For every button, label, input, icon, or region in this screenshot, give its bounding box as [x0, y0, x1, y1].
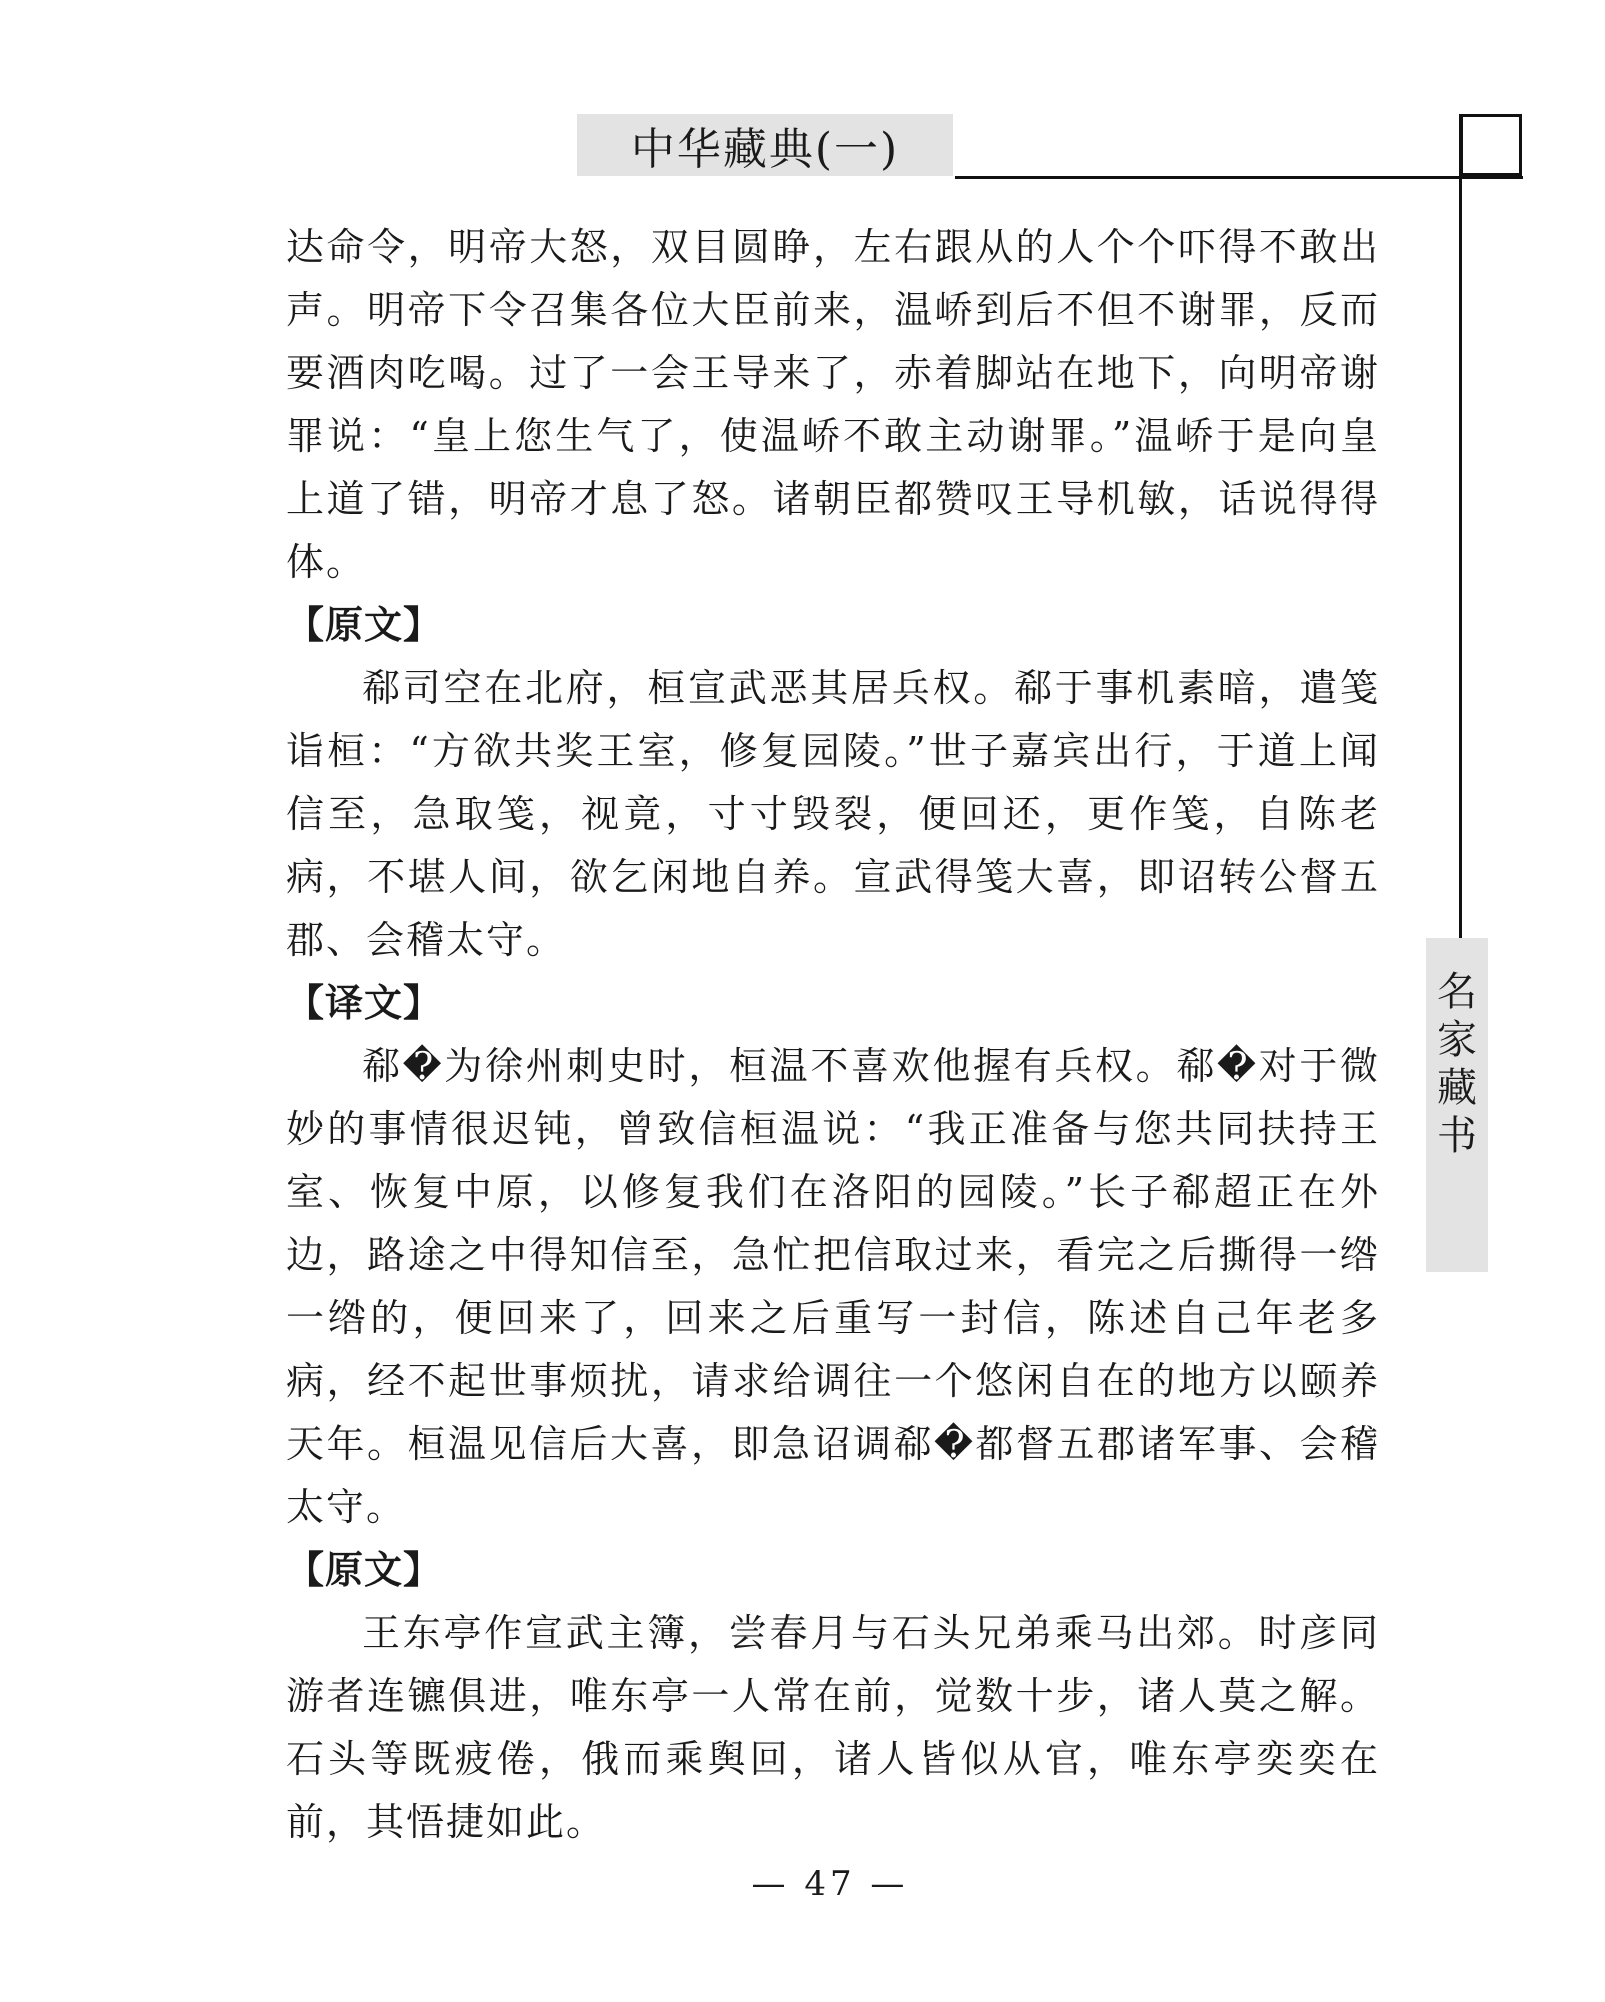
paragraph-continued-translation: 达命令，明帝大怒，双目圆睁，左右跟从的人个个吓得不敢出声。明帝下令召集各位大臣前来，温峤到后不但不谢罪，反而要酒肉吃喝。过了一会王导来了，赤着脚站在地下，向明帝谢罪说：“皇上您生气了，使温峤不敢主动谢罪。”温峤于是向皇上道了错，明帝才息了怒。诸朝臣都赞叹王导机敏，话说得得体。 [286, 225, 1380, 584]
page-number: — 47 — [751, 1864, 909, 1904]
running-header-title: 中华藏典(一) [577, 114, 953, 176]
paragraph-translation-text: 郗�为徐州刺史时，桓温不喜欢他握有兵权。郗�对于微妙的事情很迟钝，曾致信桓温说：“我正准备与您共同扶持王室、恢复中原，以修复我们在洛阳的园陵。”长子郗超正在外边，路途之中得知信至，急忙把信取过来，看完之后撕得一绺一绺的，便回来了，回来之后重写一封信，陈述自己年老多病，经不起世事烦扰，请求给调往一个悠闲自在的地方以颐养天年。桓温见信后大喜，即急诏调郗�都督五郡诸军事、会稽太守。 [286, 1044, 1380, 1529]
section-heading-translation: 【译文】 [286, 981, 443, 1025]
header-rule [955, 176, 1523, 179]
paragraph-original-text: 王东亭作宣武主簿，尝春月与石头兄弟乘马出郊。时彦同游者连镳俱进，唯东亭一人常在前，觉数十步，诸人莫之解。石头等既疲倦，俄而乘舆回，诸人皆似从官，唯东亭奕奕在前，其悟捷如此。 [286, 1611, 1380, 1844]
side-tab-char: 藏 [1437, 1065, 1477, 1111]
side-tab-char: 家 [1437, 1017, 1477, 1063]
paragraph-original-text: 郗司空在北府，桓宣武恶其居兵权。郗于事机素暗，遣笺诣桓：“方欲共奖王室，修复园陵。”世子嘉宾出行，于道上闻信至，急取笺，视竟，寸寸毁裂，便回还，更作笺，自陈老病，不堪人间，欲乞闲地自养。宣武得笺大喜，即诏转公督五郡、会稽太守。 [286, 666, 1380, 962]
body-text [286, 216, 1380, 1854]
section-heading-original: 【原文】 [286, 603, 443, 647]
section-heading-original: 【原文】 [286, 1548, 443, 1592]
side-section-tab [1426, 938, 1488, 1272]
side-tab-char: 名 [1437, 969, 1477, 1015]
corner-box-decoration [1460, 114, 1522, 176]
vertical-rule [1459, 114, 1462, 942]
side-tab-char: 书 [1437, 1113, 1477, 1159]
